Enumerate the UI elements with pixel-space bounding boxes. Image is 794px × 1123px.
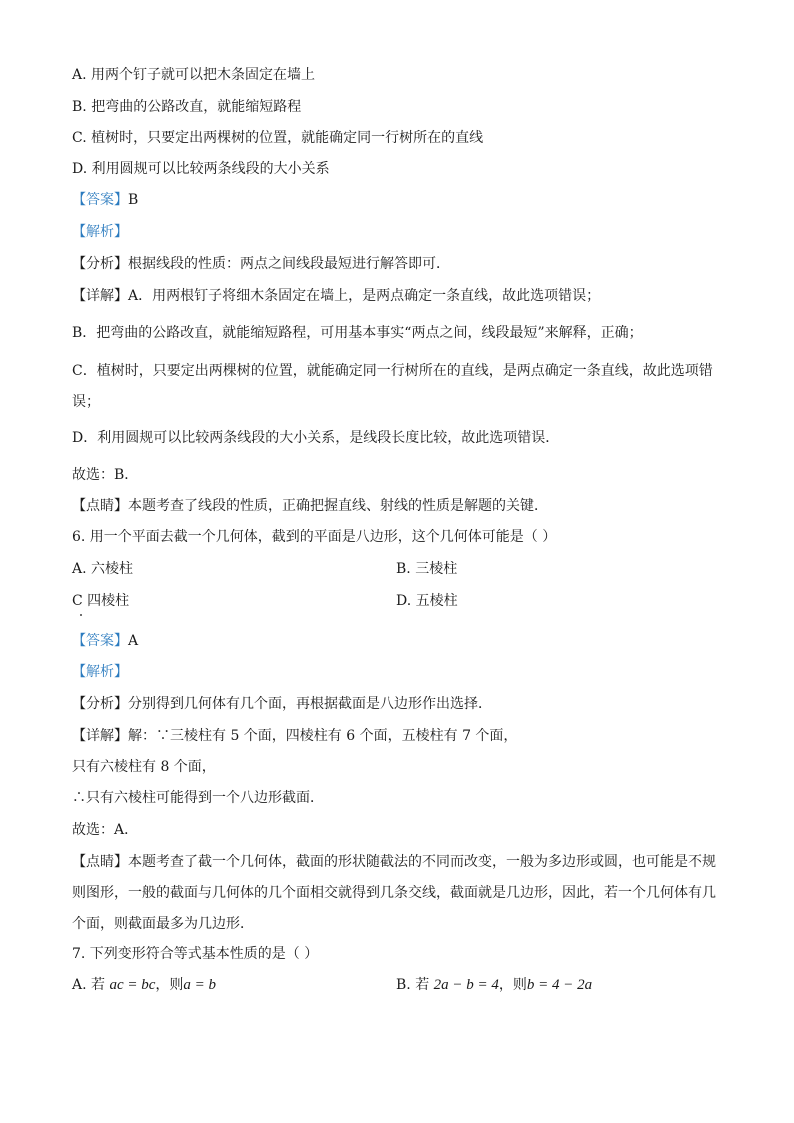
q6-xiangjie-2: 只有六棱柱有 8 个面， (72, 759, 216, 775)
q6-answer (72, 632, 138, 650)
xiangjie-tag: 【详解】 (72, 288, 128, 304)
dianjing-tag: 【点睛】 (72, 854, 128, 870)
q6-dianjing (72, 847, 722, 940)
q7-b-prefix: B. 若 (396, 977, 430, 993)
q6-stem: 6. 用一个平面去截一个几何体，截到的平面是八边形，这个几何体可能是（ ） (72, 529, 557, 545)
q5-answer (72, 191, 138, 209)
xiangjie-text: 解：∵三棱柱有 5 个面，四棱柱有 6 个面，五棱柱有 7 个面， (128, 728, 518, 744)
dianjing-text: 本题考查了线段的性质，正确把握直线、射线的性质是解题的关键． (128, 498, 548, 514)
q7-b-mid: ，则 (498, 977, 527, 993)
q5-xiangjie-d: D．利用圆规可以比较两条线段的大小关系，是线段长度比较，故此选项错误． (72, 430, 560, 446)
q6-option-a: A. 六棱柱 (72, 561, 134, 577)
q6-xiangjie-3: ∴只有六棱柱可能得到一个八边形截面． (72, 790, 324, 806)
q5-option-b: B. 把弯曲的公路改直，就能缩短路程 (72, 99, 302, 115)
q5-option-a: A. 用两个钉子就可以把木条固定在墙上 (72, 67, 316, 83)
xiangjie-tag: 【详解】 (72, 728, 128, 744)
q5-dianjing (72, 497, 548, 515)
q6-option-b: B. 三棱柱 (396, 561, 458, 577)
q6-option-c: C 四棱柱 (72, 593, 130, 609)
q7-b-equation-1: 2a − b = 4 (433, 977, 499, 993)
dianjing-text: 本题考查了截一个几何体，截面的形状随截法的不同而改变，一般为多边形或圆，也可能是不规则图形，一般的截面与几何体的几个面相交就得到几条交线，截面就是几边形，因此，若一个几何体有几个面，则截面最多为几边形． (72, 854, 716, 932)
q5-xiangjie-c: C．植树时，只要定出两棵树的位置，就能确定同一行树所在的直线，是两点确定一条直线，故此选项错误； (72, 363, 713, 410)
q6-final-choice: 故选：A． (72, 822, 139, 838)
analysis-tag: 【解析】 (72, 664, 128, 680)
q5-analysis-heading (72, 223, 128, 241)
q6-fenxi (72, 695, 492, 713)
q5-xiangjie-a (72, 287, 600, 305)
fenxi-tag: 【分析】 (72, 696, 128, 712)
fenxi-tag: 【分析】 (72, 256, 128, 272)
q5-option-c: C. 植树时，只要定出两棵树的位置，就能确定同一行树所在的直线 (72, 130, 484, 146)
stray-dot (80, 614, 82, 616)
q7-option-a (72, 976, 216, 994)
q7-option-b (396, 976, 592, 994)
fenxi-text: 分别得到几何体有几个面，再根据截面是八边形作出选择． (128, 696, 492, 712)
q7-a-equation-2: a = b (183, 977, 217, 993)
answer-value: A (128, 633, 139, 649)
q5-option-d: D. 利用圆规可以比较两条线段的大小关系 (72, 161, 330, 177)
q7-a-equation-1: ac = bc (109, 977, 156, 993)
q5-final-choice: 故选：B． (72, 467, 139, 483)
q7-b-equation-2: b = 4 − 2a (526, 977, 593, 993)
xiangjie-a-text: A．用两根钉子将细木条固定在墙上，是两点确定一条直线，故此选项错误； (128, 288, 601, 304)
q7-a-mid: ，则 (155, 977, 184, 993)
q6-analysis-heading (72, 663, 128, 681)
q6-xiangjie-1 (72, 727, 517, 745)
q5-xiangjie-b: B．把弯曲的公路改直，就能缩短路程，可用基本事实“两点之间，线段最短”来解释，正确； (72, 325, 643, 341)
q7-a-prefix: A. 若 (72, 977, 106, 993)
fenxi-text: 根据线段的性质：两点之间线段最短进行解答即可． (128, 256, 450, 272)
dianjing-tag: 【点睛】 (72, 498, 128, 514)
answer-value: B (128, 192, 139, 208)
analysis-tag: 【解析】 (72, 224, 128, 240)
q6-option-d: D. 五棱柱 (396, 593, 458, 609)
q5-fenxi (72, 255, 450, 273)
q7-stem: 7. 下列变形符合等式基本性质的是（ ） (72, 946, 319, 962)
answer-tag: 【答案】 (72, 192, 128, 208)
answer-tag: 【答案】 (72, 633, 128, 649)
